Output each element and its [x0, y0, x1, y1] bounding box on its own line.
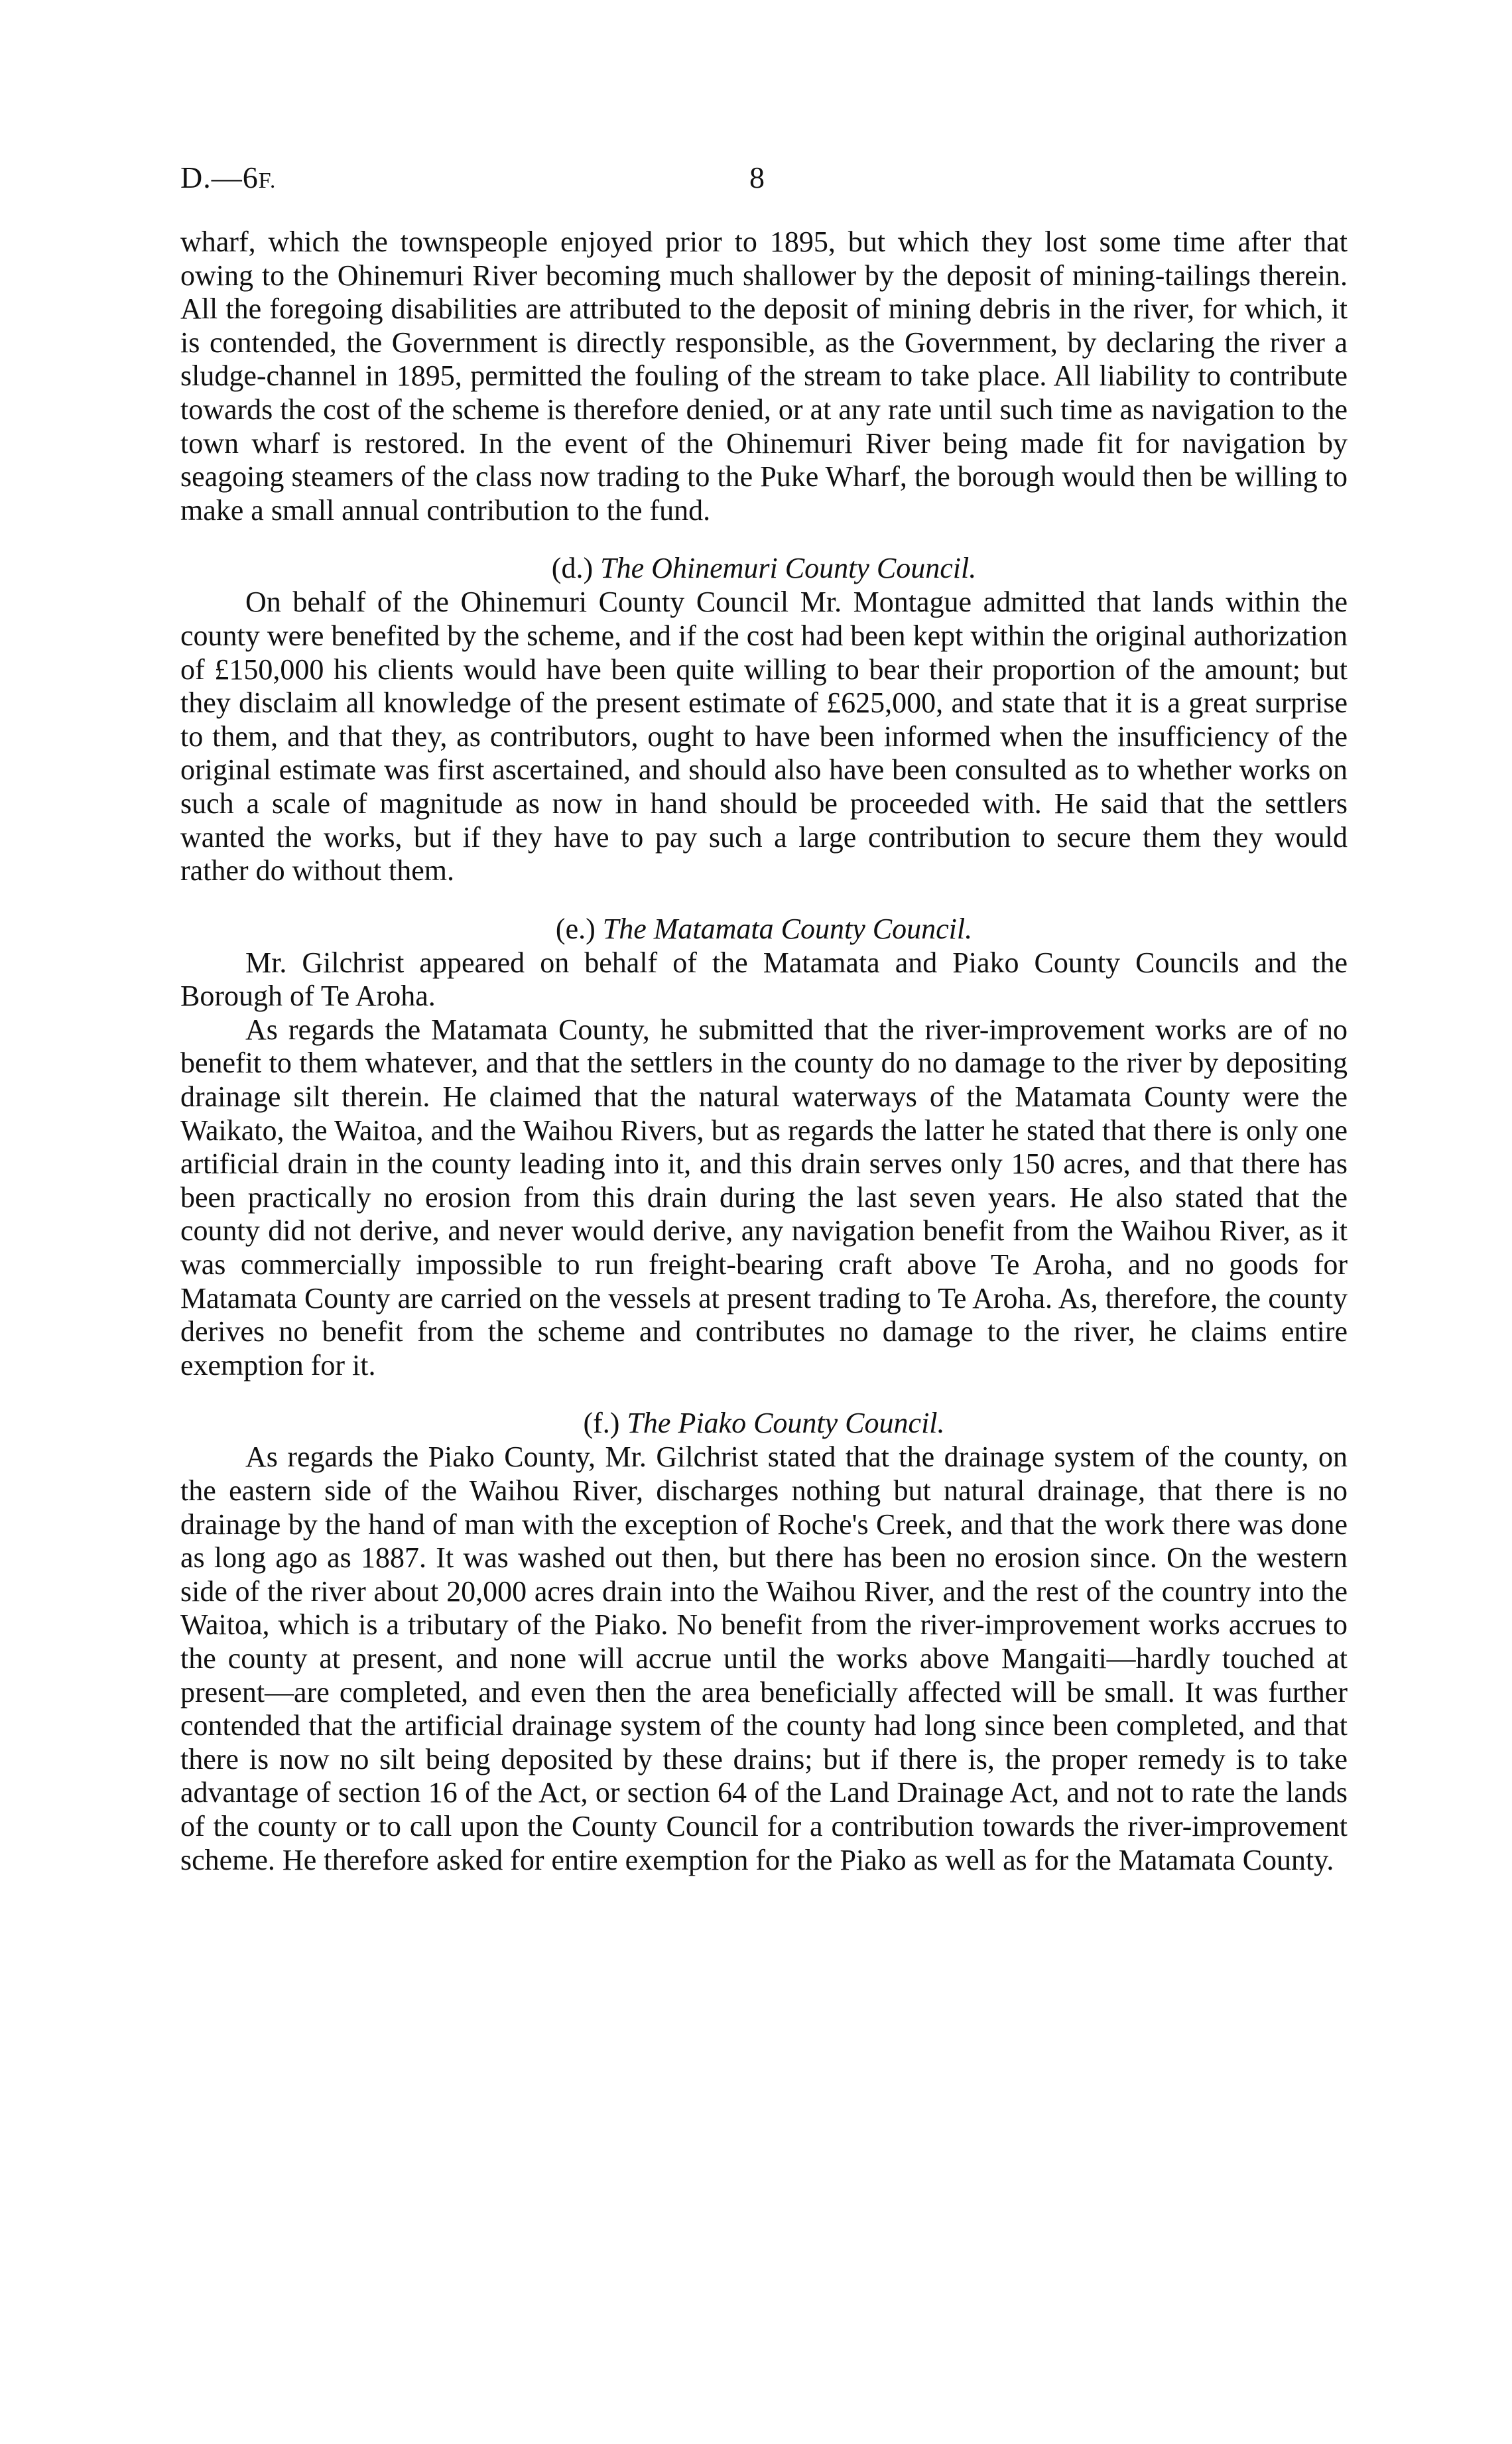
paragraph-ohinemuri: On behalf of the Ohinemuri County Council Mr. Montague admitted that lands within the county were benefited by the scheme, and if the cost had been kept within the original authorization of £150,000 his clients would have been quite willing to bear their proportion of the amount; but they disclaim all knowledge of the present estimate of £625,000, and state that it is a great surprise to them, and that they, as contributors, ought to have been informed when the insufficiency of the original estimate was first ascertained, and should also have been consulted as to whether works on such a scale of magnitude as now in hand should be proceeded with. He said that the settlers wanted the works, but if they have to pay such a large contribution to secure them they would rather do without them.: [180, 586, 1348, 887]
section-label: (f.): [583, 1407, 620, 1440]
paragraph-matamata-intro: Mr. Gilchrist appeared on behalf of the Matamata and Piako County Councils and the Borough of Te Aroha.: [180, 946, 1348, 1013]
section-title: The Piako County Council.: [627, 1407, 945, 1440]
paragraph-borough-continued: wharf, which the townspeople enjoyed prior to 1895, but which they lost some time after that owing to the Ohinemuri River becoming much shallower by the deposit of mining-tailings therein. All the foregoing disabilities are attributed to the deposit of mining debris in the river, for which, it is contended, the Government is directly responsible, as the Government, by declaring the river a sludge-channel in 1895, permitted the fouling of the stream to take place. All liability to contribute towards the cost of the scheme is therefore denied, or at any rate until such time as navigation to the town wharf is restored. In the event of the Ohinemuri River being made fit for navigation by seagoing steamers of the class now trading to the Puke Wharf, the borough would then be willing to make a small annual contribution to the fund.: [180, 225, 1348, 527]
section-heading-ohinemuri: [180, 551, 1348, 586]
document-reference: [180, 158, 276, 201]
section-label: (d.): [551, 552, 594, 585]
paragraph-matamata-claims: As regards the Matamata County, he submitted that the river-improvement works are of no benefit to them whatever, and that the settlers in the county do no damage to the river by depositing drainage silt therein. He claimed that the natural waterways of the Matamata County were the Waikato, the Waitoa, and the Waihou Rivers, but as regards the latter he stated that there is only one artificial drain in the county leading into it, and this drain serves only 150 acres, and that there has been practically no erosion from this drain during the last seven years. He also stated that the county did not derive, and never would derive, any navigation benefit from the Waihou River, as it was commercially impossible to run freight-bearing craft above Te Aroha, and no goods for Matamata County are carried on the vessels at present trading to Te Aroha. As, therefore, the county derives no benefit from the scheme and contributes no damage to the river, he claims entire exemption for it.: [180, 1013, 1348, 1382]
reference-prefix: D.—6: [180, 161, 259, 194]
document-body: [180, 225, 1348, 1877]
reference-suffix: F.: [258, 168, 277, 193]
section-heading-piako: [180, 1406, 1348, 1441]
paragraph-piako: As regards the Piako County, Mr. Gilchrist stated that the drainage system of the county, on the eastern side of the Waihou River, discharges nothing but natural drainage, that there is no drainage by the hand of man with the exception of Roche's Creek, and that the work there was done as long ago as 1887. It was washed out then, but there has been no erosion since. On the western side of the river about 20,000 acres drain into the Waihou River, and the rest of the country into the Waitoa, which is a tributary of the Piako. No benefit from the river-improvement works accrues to the county at present, and none will accrue until the works above Mangaiti—hardly touched at present—are completed, and even then the area beneficially affected will be small. It was further contended that the artificial drainage system of the county had long since been completed, and that there is now no silt being deposited by these drains; but if there is, the proper remedy is to take advantage of section 16 of the Act, or section 64 of the Land Drainage Act, and not to rate the lands of the county or to call upon the County Council for a contribution towards the river-improvement scheme. He therefore asked for entire exemption for the Piako as well as for the Matamata County.: [180, 1441, 1348, 1876]
section-label: (e.): [555, 912, 596, 945]
page-number: 8: [749, 161, 765, 194]
section-title: The Ohinemuri County Council.: [600, 552, 977, 585]
section-heading-matamata: [180, 912, 1348, 946]
section-title: The Matamata County Council.: [602, 912, 973, 945]
